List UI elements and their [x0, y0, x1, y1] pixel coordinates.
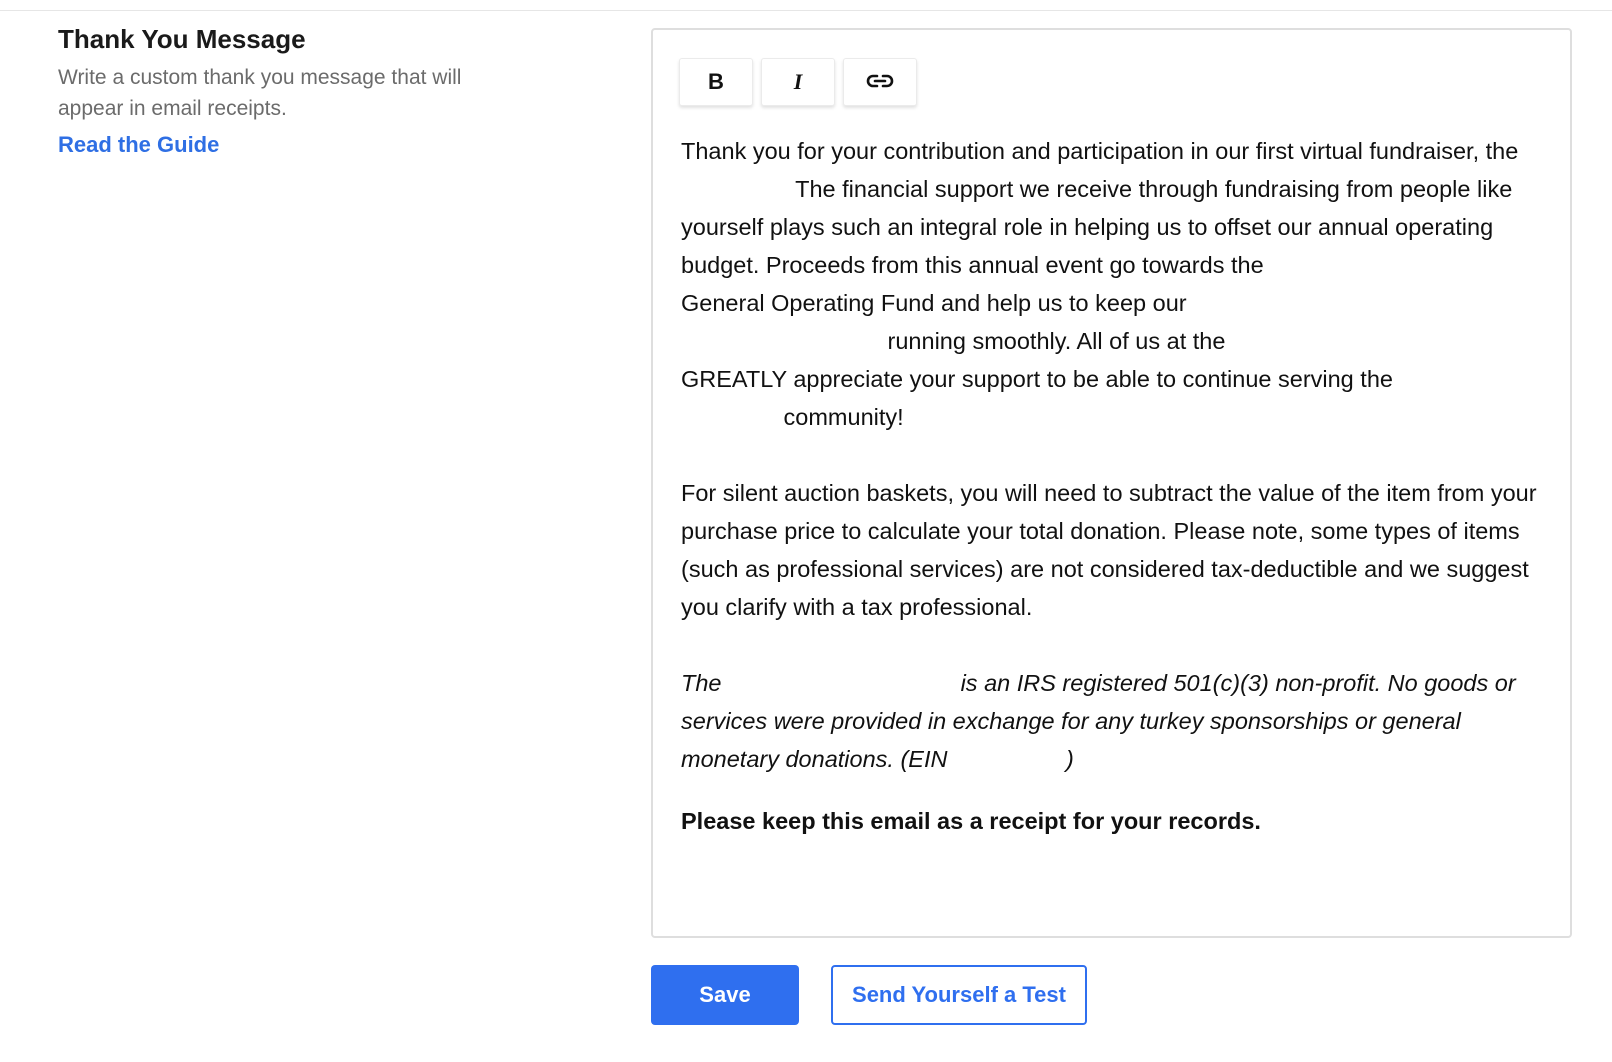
link-icon — [866, 69, 894, 95]
redacted-text — [954, 749, 1066, 773]
redacted-text — [728, 673, 954, 697]
text-segment: is an IRS registered 501(c)(3) non-profit. No goods or services were provided in exchange for any turkey sponsorships or general monetary donations. (EIN — [681, 670, 1516, 772]
section-info — [58, 22, 528, 160]
redacted-text — [681, 407, 777, 431]
section-description: Write a custom thank you message that will appear in email receipts. — [58, 66, 462, 120]
text-segment: community! — [783, 404, 904, 430]
top-divider — [0, 10, 1612, 11]
bold-button[interactable]: B — [679, 58, 753, 106]
editor-content[interactable] — [681, 132, 1541, 840]
text-segment: Thank you for your contribution and participation in our first virtual fundraiser, the — [681, 138, 1519, 164]
redacted-text — [681, 331, 881, 355]
receipt-note: Please keep this email as a receipt for your records. — [681, 808, 1261, 834]
message-editor[interactable] — [651, 28, 1572, 938]
text-segment: ) — [1066, 746, 1074, 772]
read-guide-link[interactable]: Read the Guide — [58, 132, 220, 157]
redacted-text — [1270, 255, 1280, 279]
auction-paragraph: For silent auction baskets, you will need to subtract the value of the item from your purchase price to calculate your total donation. Please note, some types of items (such as professional services) are not considered tax-deductible and we suggest you clarify with a tax professional. — [681, 480, 1537, 620]
text-segment: General Operating Fund and help us to keep our — [681, 290, 1187, 316]
editor-toolbar — [679, 58, 917, 106]
text-segment: The — [681, 670, 722, 696]
text-segment: running smoothly. All of us at the — [887, 328, 1226, 354]
message-paragraph — [681, 132, 1541, 436]
section-title: Thank You Message — [58, 24, 306, 54]
link-button[interactable] — [843, 58, 917, 106]
text-segment: The financial support we receive through fundraising from people like yourself plays such an integral role in helping us to offset our annual operating budget. Proceeds from this annual event go towards the — [681, 176, 1513, 278]
send-test-button[interactable]: Send Yourself a Test — [831, 965, 1087, 1025]
save-button[interactable]: Save — [651, 965, 799, 1025]
nonprofit-paragraph — [681, 664, 1541, 778]
italic-button[interactable]: I — [761, 58, 835, 106]
text-segment: GREATLY appreciate your support to be able to continue serving the — [681, 366, 1393, 392]
redacted-text — [681, 179, 789, 203]
